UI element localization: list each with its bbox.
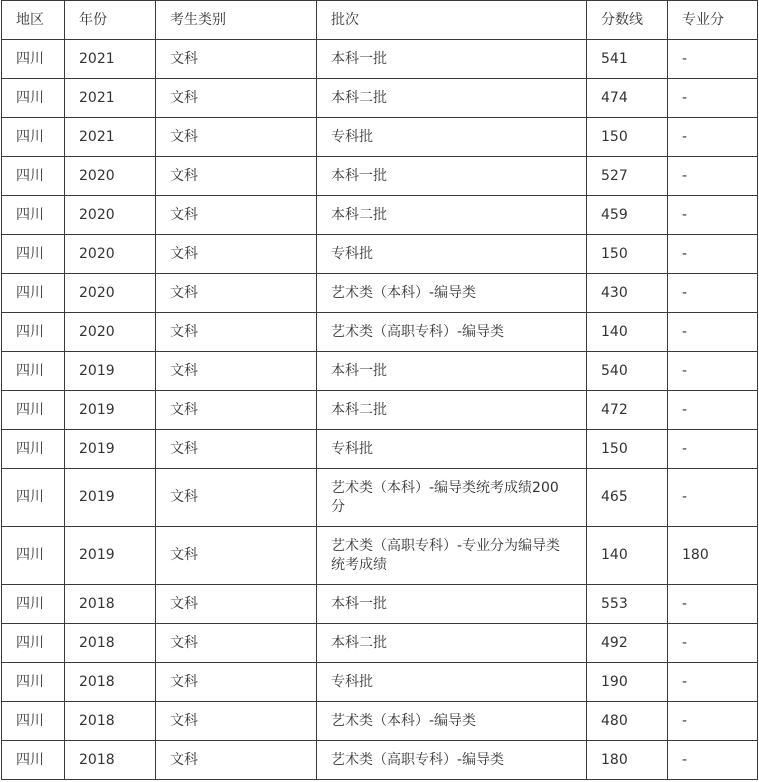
cell-year: 2018	[65, 585, 156, 624]
cell-major: -	[668, 391, 758, 430]
cell-type: 文科	[156, 274, 317, 313]
cell-score: 472	[587, 391, 668, 430]
cell-year: 2020	[65, 274, 156, 313]
cell-major: 180	[668, 527, 758, 585]
cell-type: 文科	[156, 313, 317, 352]
table-row	[2, 157, 758, 196]
cell-score: 527	[587, 157, 668, 196]
cell-major: -	[668, 274, 758, 313]
cell-year: 2019	[65, 391, 156, 430]
table-body	[2, 40, 758, 780]
cell-score: 459	[587, 196, 668, 235]
cell-region: 四川	[2, 741, 65, 780]
cell-region: 四川	[2, 313, 65, 352]
cell-type: 文科	[156, 585, 317, 624]
cell-region: 四川	[2, 196, 65, 235]
cell-type: 文科	[156, 469, 317, 527]
cell-score: 541	[587, 40, 668, 79]
cell-major: -	[668, 741, 758, 780]
cell-major: -	[668, 663, 758, 702]
cell-major: -	[668, 79, 758, 118]
cell-score: 465	[587, 469, 668, 527]
table-row	[2, 741, 758, 780]
cell-major: -	[668, 624, 758, 663]
cell-year: 2018	[65, 702, 156, 741]
cell-year: 2018	[65, 741, 156, 780]
cell-region: 四川	[2, 527, 65, 585]
cell-region: 四川	[2, 40, 65, 79]
table-row	[2, 585, 758, 624]
cell-major: -	[668, 352, 758, 391]
cell-type: 文科	[156, 40, 317, 79]
cell-type: 文科	[156, 624, 317, 663]
cell-region: 四川	[2, 430, 65, 469]
cell-type: 文科	[156, 118, 317, 157]
cell-batch: 专科批	[317, 235, 587, 274]
cell-year: 2020	[65, 157, 156, 196]
cell-major: -	[668, 430, 758, 469]
cell-score: 430	[587, 274, 668, 313]
cell-region: 四川	[2, 118, 65, 157]
table-row	[2, 663, 758, 702]
cell-region: 四川	[2, 274, 65, 313]
cell-type: 文科	[156, 702, 317, 741]
cell-type: 文科	[156, 157, 317, 196]
cell-batch: 专科批	[317, 430, 587, 469]
table-row	[2, 118, 758, 157]
cell-major: -	[668, 585, 758, 624]
cell-batch: 专科批	[317, 663, 587, 702]
table-row	[2, 40, 758, 79]
cell-batch: 艺术类（本科）-编导类统考成绩200分	[317, 469, 587, 527]
cell-region: 四川	[2, 235, 65, 274]
score-table	[1, 0, 758, 780]
cell-batch: 本科二批	[317, 391, 587, 430]
cell-score: 474	[587, 79, 668, 118]
cell-type: 文科	[156, 663, 317, 702]
cell-batch: 本科一批	[317, 40, 587, 79]
cell-batch: 本科二批	[317, 624, 587, 663]
cell-major: -	[668, 118, 758, 157]
cell-type: 文科	[156, 235, 317, 274]
cell-major: -	[668, 235, 758, 274]
cell-score: 480	[587, 702, 668, 741]
cell-batch: 艺术类（本科）-编导类	[317, 702, 587, 741]
cell-type: 文科	[156, 352, 317, 391]
header-score: 分数线	[587, 1, 668, 40]
cell-major: -	[668, 40, 758, 79]
cell-batch: 专科批	[317, 118, 587, 157]
cell-year: 2020	[65, 196, 156, 235]
cell-year: 2019	[65, 527, 156, 585]
cell-region: 四川	[2, 624, 65, 663]
cell-region: 四川	[2, 391, 65, 430]
cell-batch: 本科一批	[317, 157, 587, 196]
cell-year: 2021	[65, 40, 156, 79]
cell-region: 四川	[2, 585, 65, 624]
table-row	[2, 469, 758, 527]
cell-year: 2019	[65, 352, 156, 391]
table-row	[2, 274, 758, 313]
cell-type: 文科	[156, 430, 317, 469]
cell-batch: 艺术类（本科）-编导类	[317, 274, 587, 313]
header-batch: 批次	[317, 1, 587, 40]
cell-type: 文科	[156, 741, 317, 780]
table-row	[2, 79, 758, 118]
table-row	[2, 702, 758, 741]
header-type: 考生类别	[156, 1, 317, 40]
header-row	[2, 1, 758, 40]
cell-major: -	[668, 469, 758, 527]
cell-score: 150	[587, 118, 668, 157]
cell-year: 2019	[65, 469, 156, 527]
cell-batch: 本科一批	[317, 352, 587, 391]
cell-year: 2019	[65, 430, 156, 469]
cell-score: 150	[587, 430, 668, 469]
cell-year: 2018	[65, 624, 156, 663]
cell-region: 四川	[2, 469, 65, 527]
cell-batch: 艺术类（高职专科）-编导类	[317, 313, 587, 352]
table-row	[2, 391, 758, 430]
cell-batch: 艺术类（高职专科）-专业分为编导类统考成绩	[317, 527, 587, 585]
cell-score: 190	[587, 663, 668, 702]
cell-major: -	[668, 196, 758, 235]
table-row	[2, 527, 758, 585]
cell-score: 553	[587, 585, 668, 624]
cell-batch: 本科一批	[317, 585, 587, 624]
cell-type: 文科	[156, 527, 317, 585]
cell-batch: 艺术类（高职专科）-编导类	[317, 741, 587, 780]
cell-batch: 本科二批	[317, 79, 587, 118]
header-region: 地区	[2, 1, 65, 40]
cell-score: 492	[587, 624, 668, 663]
cell-type: 文科	[156, 391, 317, 430]
cell-type: 文科	[156, 79, 317, 118]
table-row	[2, 313, 758, 352]
cell-major: -	[668, 157, 758, 196]
cell-batch: 本科二批	[317, 196, 587, 235]
cell-score: 150	[587, 235, 668, 274]
table-row	[2, 352, 758, 391]
cell-region: 四川	[2, 157, 65, 196]
cell-region: 四川	[2, 79, 65, 118]
cell-year: 2020	[65, 235, 156, 274]
cell-region: 四川	[2, 663, 65, 702]
header-major: 专业分	[668, 1, 758, 40]
cell-major: -	[668, 313, 758, 352]
cell-year: 2021	[65, 118, 156, 157]
cell-type: 文科	[156, 196, 317, 235]
table-row	[2, 196, 758, 235]
cell-score: 540	[587, 352, 668, 391]
cell-year: 2018	[65, 663, 156, 702]
table-row	[2, 624, 758, 663]
cell-major: -	[668, 702, 758, 741]
header-year: 年份	[65, 1, 156, 40]
cell-year: 2020	[65, 313, 156, 352]
table-header	[2, 1, 758, 40]
cell-year: 2021	[65, 79, 156, 118]
table-row	[2, 430, 758, 469]
cell-score: 180	[587, 741, 668, 780]
cell-score: 140	[587, 527, 668, 585]
table-row	[2, 235, 758, 274]
cell-region: 四川	[2, 702, 65, 741]
cell-score: 140	[587, 313, 668, 352]
cell-region: 四川	[2, 352, 65, 391]
